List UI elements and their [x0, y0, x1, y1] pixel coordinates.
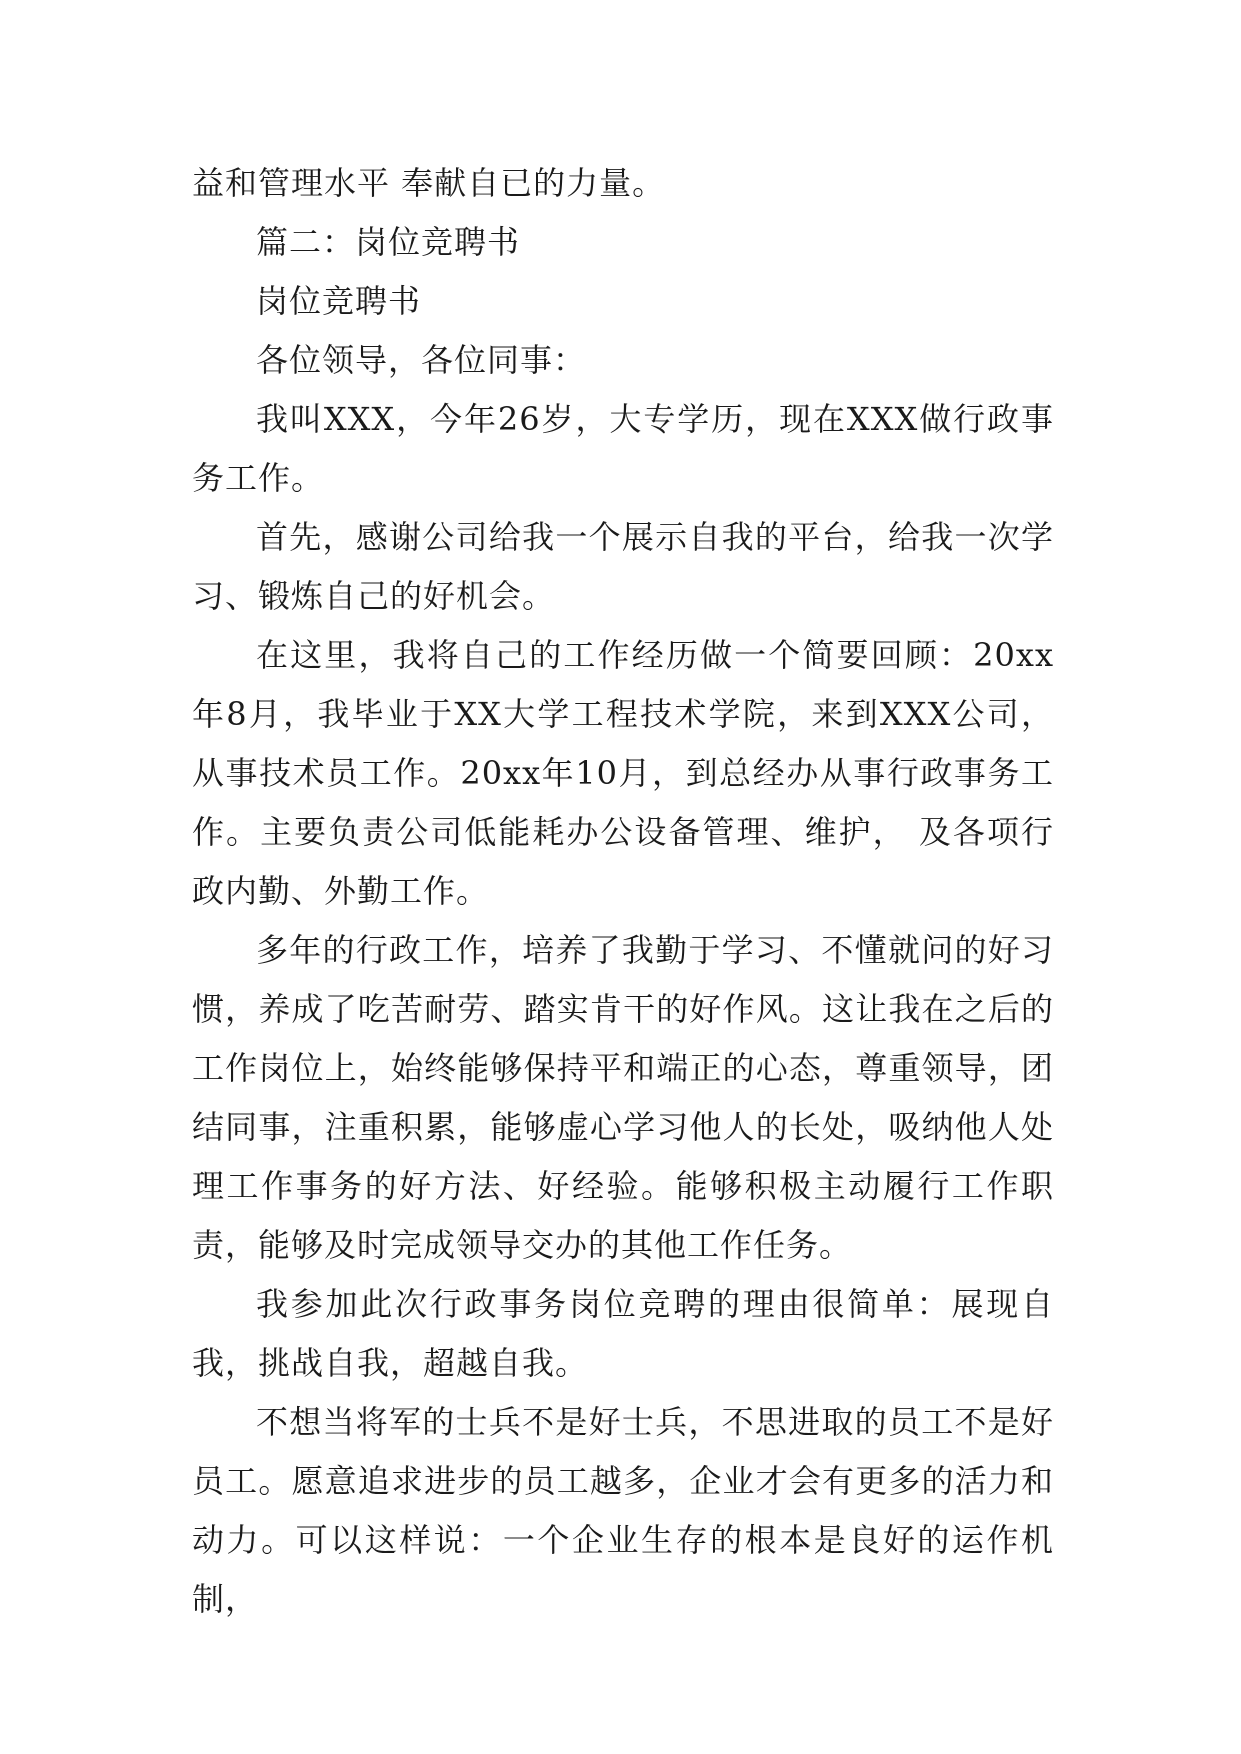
paragraph-work-history: 在这里，我将自己的工作经历做一个简要回顾：20xx年8月，我毕业于XX大学工程技术学院，来到XXX公司，从事技术员工作。20xx年10月，到总经办从事行政事务工作。主要负责公司低能耗办公设备管理、维护， 及各项行政内勤、外勤工作。	[192, 636, 1054, 910]
document-title: 岗位竞聘书	[256, 282, 422, 320]
paragraph-thanks: 首先，感谢公司给我一个展示自我的平台，给我一次学习、锻炼自己的好机会。	[192, 518, 1054, 615]
document-body	[192, 154, 1054, 1629]
paragraph-introduction: 我叫XXX，今年26岁，大专学历，现在XXX做行政事务工作。	[192, 400, 1054, 497]
paragraph-continuation: 益和管理水平 奉献自已的力量。	[192, 164, 666, 202]
salutation: 各位领导，各位同事：	[256, 341, 587, 379]
paragraph-experience: 多年的行政工作，培养了我勤于学习、不懂就问的好习惯，养成了吃苦耐劳、踏实肯干的好作风。这让我在之后的工作岗位上，始终能够保持平和端正的心态，尊重领导，团结同事，注重积累，能够虚心学习他人的长处，吸纳他人处理工作事务的好方法、好经验。能够积极主动履行工作职责，能够及时完成领导交办的其他工作任务。	[192, 931, 1054, 1264]
paragraph-motivation: 不想当将军的士兵不是好士兵，不思进取的员工不是好员工。愿意追求进步的员工越多，企业才会有更多的活力和动力。可以这样说：一个企业生存的根本是良好的运作机制，	[192, 1403, 1054, 1618]
paragraph-reason: 我参加此次行政事务岗位竞聘的理由很简单：展现自我，挑战自我，超越自我。	[192, 1285, 1054, 1382]
section-heading: 篇二：岗位竞聘书	[256, 223, 521, 261]
